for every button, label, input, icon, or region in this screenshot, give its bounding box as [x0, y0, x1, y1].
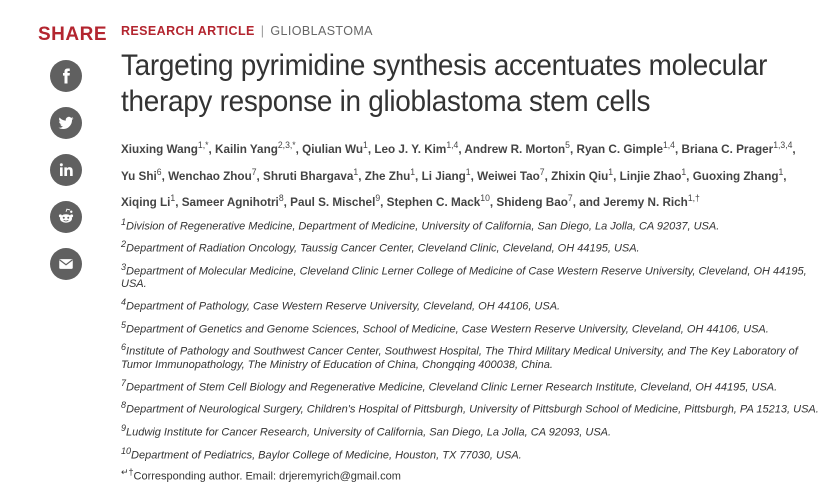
author-item [577, 142, 675, 156]
author-superscript: 8 [278, 193, 284, 204]
affiliation-text: Institute of Pathology and Southwest Cancer Center, Southwest Hospital, The Third Military Medical University, and The Key Laboratory of Tumor Immunopathology, The Ministry of Education of China, Chongqing 400038, China. [121, 346, 798, 371]
affiliation-number: 8 [121, 400, 127, 411]
author-item [168, 166, 257, 183]
affiliation-text: Department of Pathology, Case Western Reserve University, Cleveland, OH 44106, USA. [126, 300, 561, 313]
affiliation-text: Ludwig Institute for Cancer Research, University of California, San Diego, La Jolla, CA 92093, USA. [126, 426, 612, 439]
corresponding-label: Corresponding author. Email: [133, 470, 280, 483]
email-icon[interactable] [50, 248, 82, 280]
affiliation-item [121, 238, 821, 255]
author-item [421, 166, 471, 183]
affiliation-item [121, 296, 821, 313]
author-superscript: 7 [567, 193, 573, 204]
author-superscript: 2,3,* [277, 140, 296, 150]
share-icons [36, 60, 96, 280]
author-name[interactable]: Sameer Agnihotri [181, 195, 279, 210]
author-superscript: 1,4 [446, 140, 459, 150]
author-item [603, 195, 700, 209]
affiliation-item [121, 399, 821, 416]
affiliation-text: Department of Neurological Surgery, Children's Hospital of Pittsburgh, University of Pittsburgh School of Medicine, Pittsburgh, PA 15213, USA. [126, 403, 819, 416]
author-name[interactable]: Guoxing Zhang [692, 168, 779, 183]
affiliation-number: 6 [121, 342, 127, 353]
corresponding-email[interactable]: drjeremyrich@gmail.com [279, 470, 401, 483]
affiliation-text: Department of Pediatrics, Baylor College of Medicine, Houston, TX 77030, USA. [131, 449, 522, 462]
author-name[interactable]: Xiuxing Wang [121, 142, 198, 157]
affiliation-item [121, 422, 821, 439]
affiliation-text: Department of Molecular Medicine, Cleveland Clinic Lerner College of Medicine of Case Western Reserve University, Cleveland, OH 44195, USA. [121, 265, 807, 291]
author-item [619, 166, 687, 183]
author-name[interactable]: Jeremy N. Rich [603, 195, 688, 210]
author-superscript: 7 [539, 166, 545, 177]
author-item [464, 142, 570, 156]
affiliation-item [121, 319, 821, 336]
author-name[interactable]: Linjie Zhao [619, 168, 682, 183]
author-item [477, 166, 545, 183]
author-superscript: 1 [608, 166, 614, 177]
author-name[interactable]: Kailin Yang [215, 142, 278, 157]
affiliation-number: 1 [121, 216, 127, 227]
kicker-separator: | [260, 24, 265, 38]
author-name[interactable]: Weiwei Tao [477, 168, 540, 183]
affiliation-item [121, 445, 821, 462]
affiliation-number: 3 [121, 262, 127, 272]
author-superscript: 1 [681, 166, 687, 177]
author-item [121, 142, 208, 156]
author-name[interactable]: Paul S. Mischel [290, 195, 376, 210]
author-item [182, 195, 284, 209]
author-superscript: 1,* [197, 140, 209, 150]
affiliation-item [121, 261, 821, 291]
affiliation-number: 9 [121, 422, 127, 433]
author-name[interactable]: Zhe Zhu [364, 168, 411, 183]
author-item [551, 166, 614, 183]
affiliation-number: 4 [121, 297, 127, 308]
author-name[interactable]: Li Jiang [421, 168, 466, 183]
author-name[interactable]: Qiulian Wu [302, 142, 364, 157]
corresponding-author [121, 467, 821, 483]
affiliation-number: 5 [121, 319, 127, 330]
author-superscript: 1 [170, 193, 176, 204]
affiliation-number: 7 [121, 377, 127, 388]
affiliation-item [121, 216, 821, 233]
author-item [263, 166, 359, 183]
article-header [121, 24, 821, 483]
share-panel [36, 24, 108, 295]
affiliation-text: Department of Radiation Oncology, Taussig Cancer Center, Cleveland Clinic, Cleveland, OH 44195, USA. [126, 243, 640, 255]
reddit-icon[interactable] [50, 201, 82, 233]
author-superscript: 5 [565, 140, 570, 150]
author-item [364, 166, 416, 183]
author-superscript: 1 [465, 166, 471, 177]
author-name[interactable]: Shruti Bhargava [263, 168, 354, 183]
author-name[interactable]: Yu Shi [121, 168, 157, 183]
article-topic[interactable]: GLIOBLASTOMA [270, 24, 373, 38]
author-superscript: 1,† [687, 193, 700, 204]
author-name[interactable]: Andrew R. Morton [464, 142, 566, 157]
share-title: SHARE [38, 24, 108, 45]
author-superscript: 1,4 [662, 140, 675, 150]
author-item [496, 195, 572, 209]
author-name[interactable]: Stephen C. Mack [386, 195, 481, 210]
author-superscript: 6 [156, 166, 162, 177]
author-superscript: 9 [375, 193, 381, 204]
author-superscript: 1,3,4 [773, 140, 793, 150]
article-title [121, 48, 828, 120]
author-list: Xiuxing Wang$^{1,*}$, Kailin Yang$^{2,3,*}$, Qiulian Wu$^1$, Leo J. Y. Kim$^{1,4}$, Andrew R. Morton$^5$, Ryan C. Gimple$^{1,4}$, Briana C. Prager$^{1,3,4}$, Yu Shi$^6$, Wenchao Zhou$^7$, Shruti Bhargava$^1$, Zhe Zhu$^1$, Li Jiang$^1$, Weiwei Tao$^7$, Zhixin Qiu$^1$, Linjie Zhao$^1$, Guoxing Zhang$^1$, Xiqing Li$^1$, Sameer Agnihotri$^8$, Paul S. Mischel$^9$, Stephen C. Mack$^{10}$, Shideng Bao$^7$, and Jeremy N. Rich$^{1,\dagger}$ [121, 140, 796, 210]
author-item [387, 195, 490, 209]
author-item [215, 142, 296, 156]
author-name[interactable]: Xiqing Li [121, 195, 171, 210]
article-title-line-1: Targeting pyrimidine synthesis accentuates molecular [121, 49, 768, 82]
author-name[interactable]: Zhixin Qiu [551, 168, 609, 183]
author-superscript: 1 [363, 140, 368, 150]
author-superscript: 1 [353, 166, 359, 177]
author-item [374, 142, 458, 156]
author-name[interactable]: Leo J. Y. Kim [374, 142, 447, 157]
author-name[interactable]: Shideng Bao [496, 195, 568, 210]
author-item [682, 142, 793, 156]
author-superscript: 1 [778, 166, 784, 177]
author-item [302, 142, 368, 156]
affiliation-text: Department of Genetics and Genome Sciences, School of Medicine, Case Western Reserve University, Cleveland, OH 44106, USA. [126, 323, 769, 336]
linkedin-icon[interactable] [50, 154, 82, 186]
corresponding-symbol: ↵† [121, 467, 134, 478]
author-superscript: 10 [480, 193, 490, 204]
affiliation-text: Division of Regenerative Medicine, Department of Medicine, University of California, San Diego, La Jolla, CA 92037, USA. [126, 220, 720, 233]
article-kicker [121, 24, 821, 38]
affiliation-text: Department of Stem Cell Biology and Regenerative Medicine, Cleveland Clinic Lerner Research Institute, Cleveland, OH 44195, USA. [126, 381, 778, 394]
author-superscript: 7 [251, 166, 257, 177]
author-superscript: 1 [410, 166, 416, 177]
author-item [121, 166, 162, 183]
affiliation-item [121, 377, 821, 394]
author-name[interactable]: Wenchao Zhou [168, 168, 252, 183]
author-item [121, 195, 175, 209]
article-type[interactable]: RESEARCH ARTICLE [121, 24, 255, 38]
author-item [290, 195, 380, 209]
facebook-icon[interactable] [50, 60, 82, 92]
author-item [692, 166, 784, 183]
affiliation-item [121, 341, 821, 371]
affiliation-number: 10 [121, 445, 132, 456]
author-name[interactable]: Briana C. Prager [681, 142, 774, 157]
affiliation-list [121, 216, 821, 462]
article-title-line-2: therapy response in glioblastoma stem cells [121, 85, 651, 118]
twitter-icon[interactable] [50, 107, 82, 139]
author-name[interactable]: Ryan C. Gimple [576, 142, 663, 157]
affiliation-number: 2 [121, 239, 127, 250]
